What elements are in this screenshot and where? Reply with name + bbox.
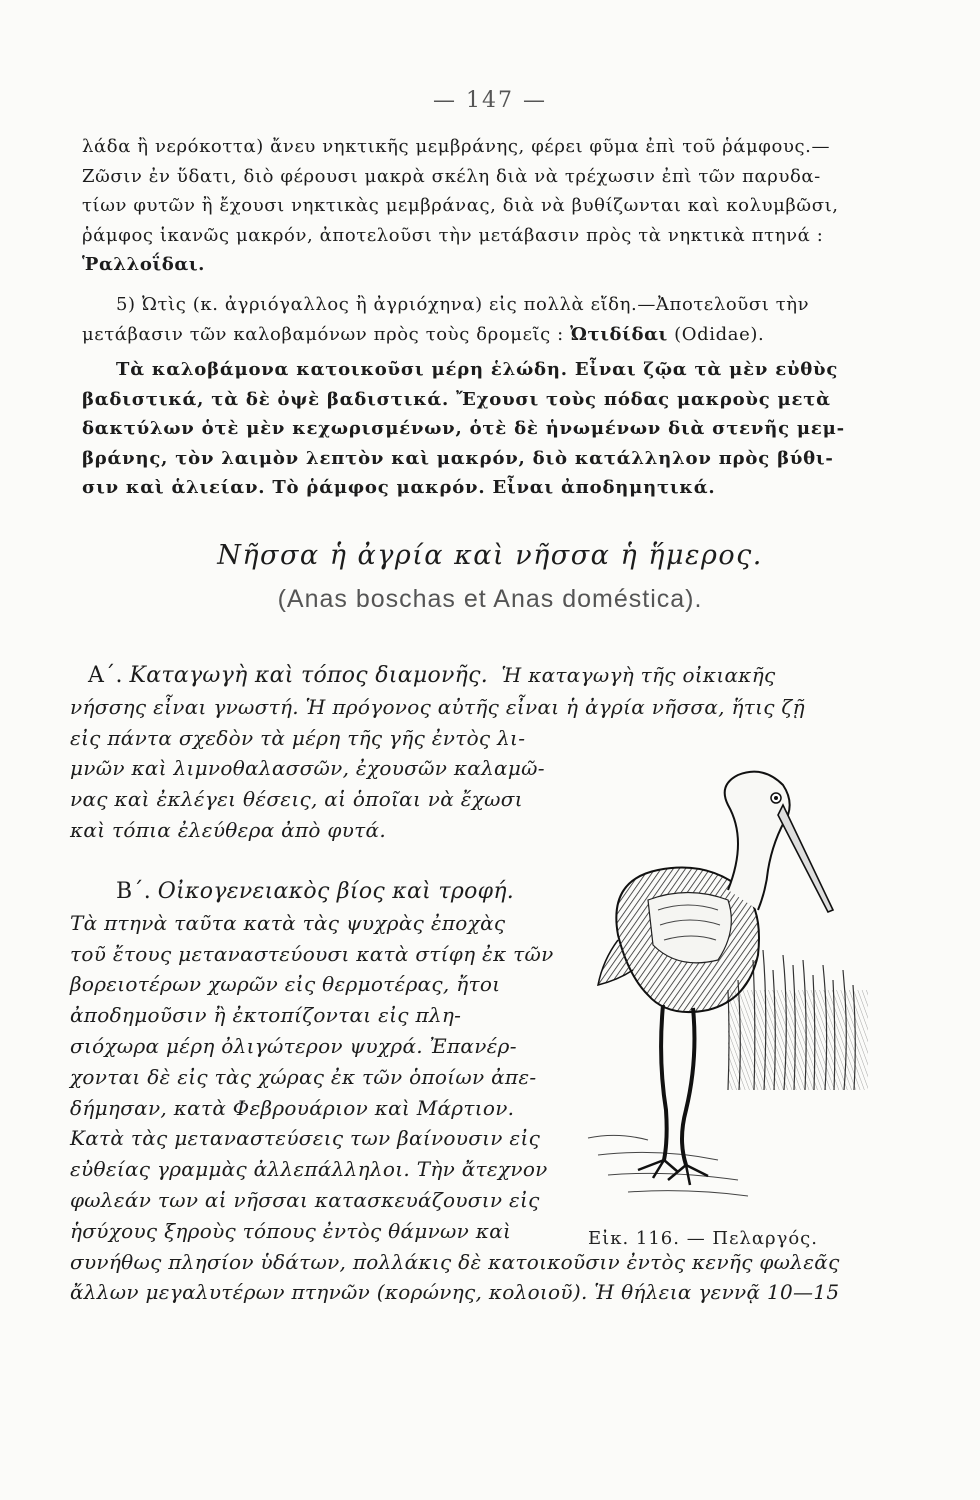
text-line: βράνης, τὸν λαιμὸν λεπτὸν καὶ μακρόν, διὸ κατάλληλον πρὸς βύθι- [82, 447, 834, 469]
text-line: Τὰ πτηνὰ ταῦτα κατὰ τὰς ψυχρὰς ἐποχὰς [70, 910, 506, 935]
text-line: μνῶν καὶ λιμνοθαλασσῶν, ἐχουσῶν καλαμῶ- [70, 756, 545, 781]
text-line [82, 320, 872, 350]
text-line: ῥάμφος ἱκανῶς μακρόν, ἀποτελοῦσι τὴν μετάβασιν πρὸς τὰ νηκτικὰ πτηνά : [82, 224, 824, 246]
text-line: συνήθως πλησίον ὑδάτων, πολλάκις δὲ κατοικοῦσιν ἐντὸς κενῆς φωλεᾶς [70, 1249, 840, 1274]
text-line: καὶ τόπια ἐλεύθερα ἀπὸ φυτά. [70, 817, 387, 842]
text-line: εὐθείας γραμμὰς ἀλλεπάλληλοι. Τὴν ἄτεχνον [70, 1157, 548, 1182]
text-line: εἰς πάντα σχεδὸν τὰ μέρη τῆς γῆς ἐντὸς λι- [70, 725, 526, 750]
text-line: Κατὰ τὰς μεταναστεύσεις των βαίνουσιν εἰς [70, 1126, 541, 1151]
figure-caption: Εἰκ. 116. — Πελαργός. [588, 1228, 818, 1249]
text-line: νας καὶ ἐκλέγει θέσεις, αἱ ὁποῖαι νὰ ἔχωσι [70, 787, 523, 812]
summary-paragraph [82, 355, 872, 503]
section-b-mark: Β΄. [116, 879, 152, 904]
text-line: βορειοτέρων χωρῶν εἰς θερμοτέρας, ἤτοι [70, 972, 501, 997]
text-line: σιν καὶ ἁλιείαν. Τὸ ῥάμφος μακρόν. Εἶναι ἀποδημητικά. [82, 477, 716, 498]
text-line: δήμησαν, κατὰ Φεβρουάριον καὶ Μάρτιον. [70, 1095, 515, 1120]
latin-name: (Odidae). [674, 323, 765, 345]
text-line: βαδιστικά, τὰ δὲ ὀψὲ βαδιστικά. Ἔχουσι τοὺς πόδας μακροὺς μετὰ [82, 388, 831, 410]
text-line: λάδα ἢ νερόκοττα) ἄνευ νηκτικῆς μεμβράνης, φέρει φῦμα ἐπὶ τοῦ ῥάμφους.— [82, 136, 831, 157]
text-line: Ζῶσιν ἐν ὕδατι, διὸ φέρουσι μακρὰ σκέλη διὰ νὰ τρέχωσιν ἐπὶ τῶν παρυδα- [82, 165, 821, 187]
text-line: ἡσύχους ξηροὺς τόπους ἐντὸς θάμνων καὶ [70, 1218, 512, 1243]
text-line: δακτύλων ὁτὲ μὲν κεχωρισμένων, ὁτὲ δὲ ἡνωμένων διὰ στενῆς μεμ- [82, 418, 845, 439]
text-line: σιόχωρα μέρη ὀλιγώτερον ψυχρά. Ἐπανέρ- [70, 1033, 517, 1058]
text-line: Τὰ καλοβάμονα κατοικοῦσι μέρη ἑλώδη. Εἶναι ζῷα τὰ μὲν εὐθὺς [116, 359, 839, 380]
section-a-mark: Α΄. [88, 663, 123, 688]
text-span: μετάβασιν τῶν καλοβαμόνων πρὸς τοὺς δρομεῖς : [82, 323, 564, 345]
family-name-rallidae: Ῥαλλοΐδαι. [82, 254, 206, 275]
text-line: ἄλλων μεγαλυτέρων πτηνῶν (κορώνης, κολοιοῦ). Ἡ θήλεια γεννᾷ 10—15 [70, 1280, 840, 1305]
text-line: νήσσης εἶναι γνωστή. Ἡ πρόγονος αὐτῆς εἶναι ἡ ἀγρία νῆσσα, ἥτις ζῇ [70, 694, 805, 719]
page-number: — 147 — [433, 88, 547, 113]
text-line: χονται δὲ εἰς τὰς χώρας ἐκ τῶν ὁποίων ἀπε- [70, 1064, 537, 1089]
section-subtitle-latin: (Anas boschas et Anas doméstica). [277, 585, 703, 613]
text-span: Ἡ καταγωγὴ τῆς οἰκιακῆς [501, 663, 776, 687]
section-a-heading: Καταγωγὴ καὶ τόπος διαμονῆς. [129, 663, 489, 688]
section-title: Νῆσσα ἡ ἀγρία καὶ νῆσσα ἡ ἥμερος. [217, 540, 763, 571]
paragraph-bustard [82, 290, 872, 349]
text-line: τοῦ ἔτους μεταναστεύουσι κατὰ στίφη ἐκ τῶν [70, 941, 554, 966]
text-line: τίων φυτῶν ἢ ἔχουσι νηκτικὰς μεμβράνας, διὰ νὰ βυθίζωνται καὶ κολυμβῶσι, [82, 195, 839, 216]
stork-illustration [578, 760, 868, 1230]
text-line: φωλεάν των αἱ νῆσσαι κατασκευάζουσιν εἰς [70, 1187, 540, 1212]
text-line: ἀποδημοῦσιν ἢ ἐκτοπίζονται εἰς πλη- [70, 1003, 462, 1028]
paragraph-wading-birds [82, 132, 872, 280]
text-line: 5) Ὠτὶς (κ. ἀγριόγαλλος ἢ ἀγριόχηνα) εἰς πολλὰ εἴδη.—Ἀποτελοῦσι τὴν [116, 294, 810, 315]
section-b-heading: Οἰκογενειακὸς βίος καὶ τροφή. [157, 879, 515, 904]
section-a-heading-line [70, 660, 805, 692]
family-name-otididae: Ὠτιδίδαι [570, 323, 668, 345]
